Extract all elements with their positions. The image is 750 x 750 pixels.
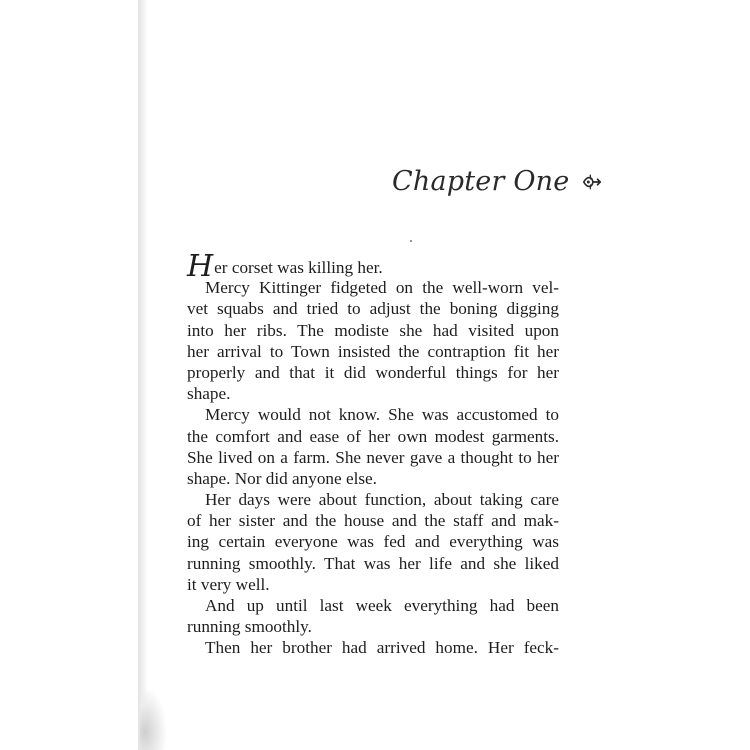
paragraph-line: Mercy would not know. She was accustomed to [205,405,559,425]
paragraph-line: And up until last week everything had been [205,596,559,615]
page-corner-smudge [140,690,166,750]
paragraph-line: the comfort and ease of her own modest garments. [187,426,559,446]
paragraph-line: properly and that it did wonderful things for her [187,362,559,382]
paragraph-line: shape. [187,384,231,404]
paragraph-line: vet squabs and tried to adjust the boning digging [187,299,559,319]
paragraph-line: She lived on a farm. She never gave a thought to her [187,447,559,467]
fleuron-icon [581,171,603,193]
paragraph-line: running smoothly. That was her life and she liked [187,553,559,573]
paragraph-line: running smoothly. [187,617,312,637]
paragraph-line: Then her brother had arrived home. Her feck- [205,638,559,658]
paragraph-line: into her ribs. The modiste she had visited upon [187,320,559,340]
paragraph-line: ing certain everyone was fed and everything was [187,532,559,552]
chapter-heading [392,166,603,197]
paragraph-line: Her days were about function, about taking care [205,490,559,510]
paragraph-line: her arrival to Town insisted the contraption fit her [187,341,559,361]
chapter-body-text [187,249,559,659]
chapter-title: Chapter One [392,166,570,197]
page-gutter-shadow [138,0,148,750]
paragraph-line: Her corset was killing her. [187,249,383,284]
paragraph-line: it very well. [187,574,270,594]
paragraph-line: shape. Nor did anyone else. [187,468,377,488]
drop-cap: H [187,249,214,284]
paragraph-line: Mercy Kittinger fidgeted on the well-worn vel- [205,278,559,298]
paper-speck [410,240,412,242]
paragraph-line: of her sister and the house and the staff and mak- [187,511,559,531]
